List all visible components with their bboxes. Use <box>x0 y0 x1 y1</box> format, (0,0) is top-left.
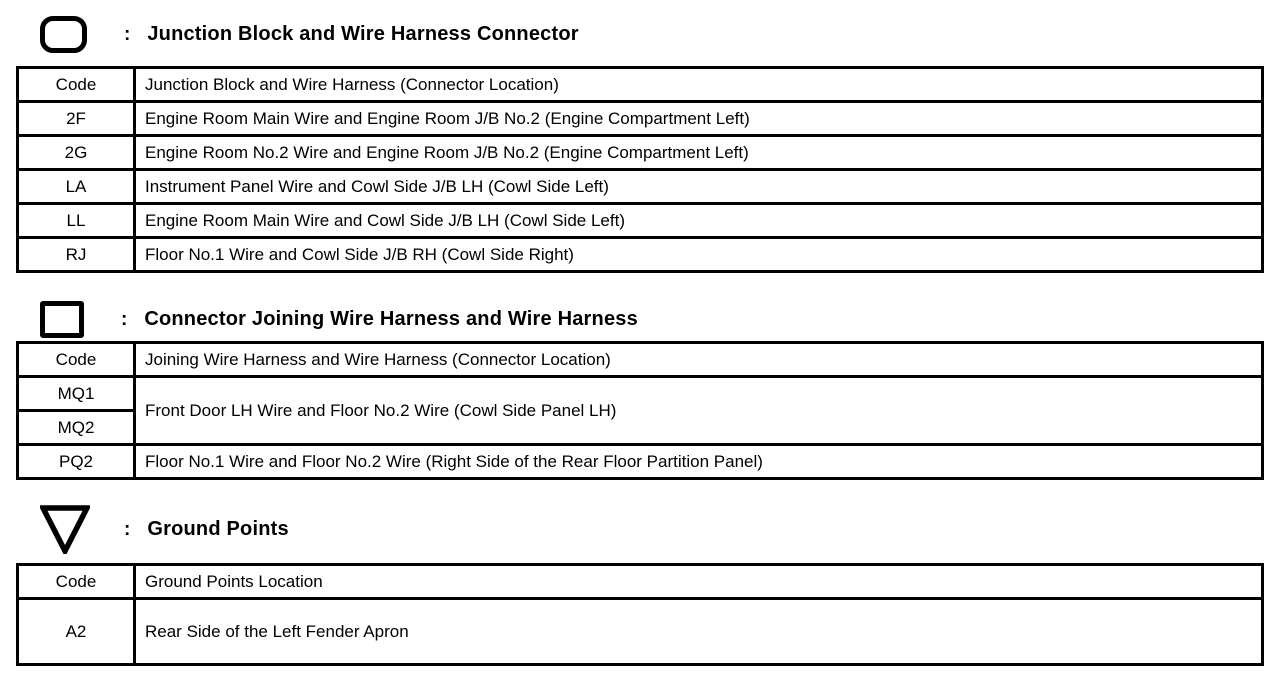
col-header-description: Ground Points Location <box>135 565 1263 599</box>
description-cell: Floor No.1 Wire and Cowl Side J/B RH (Cowl Side Right) <box>135 238 1263 272</box>
code-cell: A2 <box>18 599 135 665</box>
section-title: Junction Block and Wire Harness Connector <box>147 23 579 45</box>
colon-separator: : <box>124 518 131 540</box>
joining-table <box>16 341 1264 480</box>
section-header-joining <box>40 296 638 343</box>
description-cell-merged: Front Door LH Wire and Floor No.2 Wire (Cowl Side Panel LH) <box>135 377 1263 445</box>
code-cell: LL <box>18 204 135 238</box>
triangle-down-ground-icon <box>40 504 90 554</box>
code-cell: MQ2 <box>18 411 135 445</box>
colon-separator: : <box>124 24 131 45</box>
table-row <box>18 136 1263 170</box>
junction-table <box>16 66 1264 273</box>
table-row <box>18 445 1263 479</box>
col-header-code: Code <box>18 68 135 102</box>
rounded-rect-connector-icon <box>40 16 87 53</box>
table-row <box>18 204 1263 238</box>
code-cell: PQ2 <box>18 445 135 479</box>
description-cell: Floor No.1 Wire and Floor No.2 Wire (Right Side of the Rear Floor Partition Panel) <box>135 445 1263 479</box>
table-header-row <box>18 343 1263 377</box>
table-row <box>18 238 1263 272</box>
table-row <box>18 599 1263 665</box>
code-cell: 2F <box>18 102 135 136</box>
col-header-description: Joining Wire Harness and Wire Harness (Connector Location) <box>135 343 1263 377</box>
ground-table <box>16 563 1264 666</box>
table-row <box>18 377 1263 411</box>
section-header-junction <box>40 11 579 58</box>
section-header-ground <box>40 502 289 556</box>
description-cell: Instrument Panel Wire and Cowl Side J/B LH (Cowl Side Left) <box>135 170 1263 204</box>
section-title: Ground Points <box>147 517 289 540</box>
table-header-row <box>18 68 1263 102</box>
colon-separator: : <box>121 309 128 330</box>
description-cell: Engine Room Main Wire and Engine Room J/B No.2 (Engine Compartment Left) <box>135 102 1263 136</box>
col-header-code: Code <box>18 565 135 599</box>
col-header-description: Junction Block and Wire Harness (Connector Location) <box>135 68 1263 102</box>
description-cell: Rear Side of the Left Fender Apron <box>135 599 1263 665</box>
table-row <box>18 102 1263 136</box>
square-connector-icon <box>40 301 84 338</box>
table-header-row <box>18 565 1263 599</box>
col-header-code: Code <box>18 343 135 377</box>
code-cell: 2G <box>18 136 135 170</box>
table-row <box>18 170 1263 204</box>
description-cell: Engine Room No.2 Wire and Engine Room J/B No.2 (Engine Compartment Left) <box>135 136 1263 170</box>
code-cell: MQ1 <box>18 377 135 411</box>
description-cell: Engine Room Main Wire and Cowl Side J/B LH (Cowl Side Left) <box>135 204 1263 238</box>
code-cell: LA <box>18 170 135 204</box>
code-cell: RJ <box>18 238 135 272</box>
section-title: Connector Joining Wire Harness and Wire Harness <box>144 308 638 330</box>
